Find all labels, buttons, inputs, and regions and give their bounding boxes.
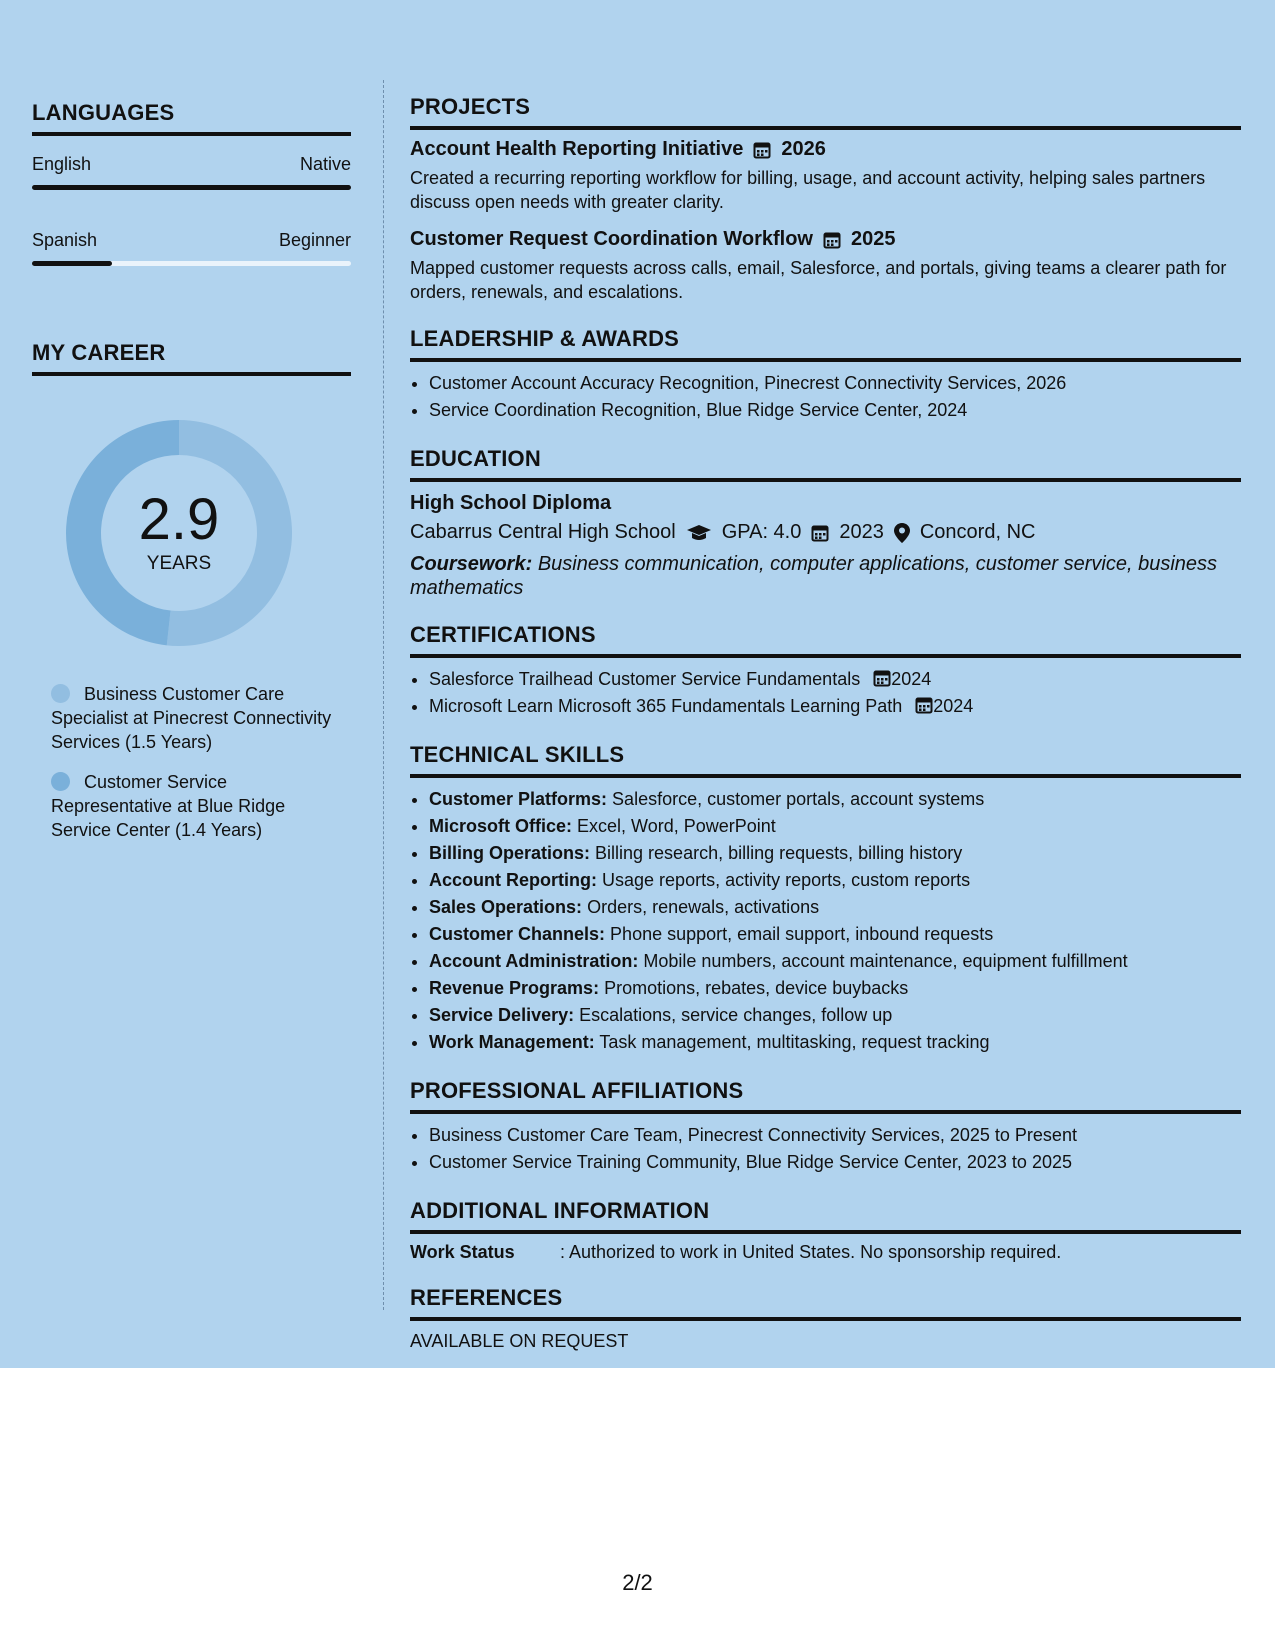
graduation-cap-icon [686, 524, 712, 542]
projects-list [410, 138, 1241, 304]
legend-dot [51, 684, 70, 703]
skill-item [429, 867, 1241, 894]
project-item [410, 138, 1241, 214]
skill-label: Sales Operations: [429, 897, 583, 917]
language-proficiency-fill [32, 185, 351, 190]
skill-value: Excel, Word, PowerPoint [577, 816, 776, 836]
skill-value: Escalations, service changes, follow up [579, 1005, 893, 1025]
career-role-label: Business Customer Care Specialist at Pinecrest Connectivity Services (1.5 Years) [51, 684, 332, 752]
education-degree: High School Diploma [410, 492, 612, 514]
education-location: Concord, NC [919, 521, 1036, 543]
award-item: • Service Coordination Recognition, Blue Ridge Service Center, 2024 [429, 397, 1241, 424]
award-item: • Customer Account Accuracy Recognition, Pinecrest Connectivity Services, 2026 [429, 370, 1241, 397]
projects-title: PROJECTS [410, 94, 1241, 130]
skill-item [429, 1002, 1241, 1029]
legend-dot [51, 772, 70, 791]
skill-value: Billing research, billing requests, billing history [595, 843, 963, 863]
work-status-label: Work Status [410, 1242, 515, 1262]
skill-label: Billing Operations: [429, 843, 591, 863]
references-section [410, 1285, 1241, 1352]
skill-item [429, 948, 1241, 975]
coursework-text: Business communication, computer applications, customer service, business mathematics [410, 553, 1218, 599]
career-role-label: Customer Service Representative at Blue Ridge Service Center (1.4 Years) [51, 772, 286, 840]
skill-label: Account Administration: [429, 951, 639, 971]
certifications-list [410, 666, 1241, 720]
certification-year: 2024 [933, 696, 974, 716]
project-year: 2026 [781, 138, 826, 160]
skill-value: Mobile numbers, account maintenance, equipment fulfillment [643, 951, 1128, 971]
language-proficiency-bar [32, 261, 351, 266]
calendar-icon [873, 669, 891, 687]
skill-item [429, 786, 1241, 813]
certification-item [429, 666, 1241, 693]
skill-label: Customer Platforms: [429, 789, 608, 809]
affiliations-list [410, 1122, 1241, 1176]
skill-label: Customer Channels: [429, 924, 606, 944]
work-status-row [410, 1242, 1241, 1263]
skill-value: Phone support, email support, inbound requests [610, 924, 994, 944]
calendar-icon [823, 231, 841, 249]
languages-title: LANGUAGES [32, 100, 351, 136]
calendar-icon [753, 141, 771, 159]
career-legend-item [51, 770, 341, 842]
location-pin-icon [894, 523, 910, 543]
left-column [32, 100, 351, 858]
certifications-title: CERTIFICATIONS [410, 622, 1241, 658]
donut-center [64, 418, 294, 648]
language-item [32, 230, 351, 266]
projects-section [410, 94, 1241, 304]
references-title: REFERENCES [410, 1285, 1241, 1321]
column-divider [383, 80, 384, 1310]
page-number: 2/2 [622, 1570, 653, 1595]
language-proficiency-fill [32, 261, 112, 266]
project-description: Mapped customer requests across calls, email, Salesforce, and portals, giving teams a clearer path for orders, renewals, and escalations. [410, 258, 1227, 302]
additional-title: ADDITIONAL INFORMATION [410, 1198, 1241, 1234]
skill-label: Microsoft Office: [429, 816, 573, 836]
skill-item [429, 840, 1241, 867]
education-title: EDUCATION [410, 446, 1241, 482]
education-section [410, 446, 1241, 600]
certification-name: Salesforce Trailhead Customer Service Fundamentals [429, 669, 861, 689]
coursework-label: Coursework: [410, 553, 533, 575]
language-proficiency-bar [32, 185, 351, 190]
skill-label: Service Delivery: [429, 1005, 575, 1025]
certification-item [429, 693, 1241, 720]
skill-label: Revenue Programs: [429, 978, 600, 998]
affiliations-title: PROFESSIONAL AFFILIATIONS [410, 1078, 1241, 1114]
career-legend [32, 682, 341, 842]
skill-value: Task management, multitasking, request tracking [599, 1032, 990, 1052]
education-school: Cabarrus Central High School [410, 521, 676, 543]
languages-list [32, 154, 351, 266]
education-year: 2023 [839, 521, 884, 543]
calendar-icon [915, 696, 933, 714]
career-years-unit: YEARS [146, 553, 212, 574]
skill-item [429, 1029, 1241, 1056]
education-details [410, 521, 1241, 544]
affiliation-item: • Business Customer Care Team, Pinecrest Connectivity Services, 2025 to Present [429, 1122, 1241, 1149]
skill-item [429, 813, 1241, 840]
certification-name: Microsoft Learn Microsoft 365 Fundamentals Learning Path [429, 696, 903, 716]
skill-value: Salesforce, customer portals, account systems [612, 789, 985, 809]
project-name: Customer Request Coordination Workflow [410, 228, 813, 250]
awards-list [410, 370, 1241, 424]
awards-title: LEADERSHIP & AWARDS [410, 326, 1241, 362]
language-name: English [32, 154, 92, 174]
skill-item [429, 921, 1241, 948]
language-name: Spanish [32, 230, 98, 250]
language-item [32, 154, 351, 190]
language-level: Native [299, 154, 351, 174]
career-title: MY CAREER [32, 340, 351, 376]
project-item [410, 228, 1241, 304]
awards-section [410, 326, 1241, 424]
skills-list [410, 786, 1241, 1056]
skills-section [410, 742, 1241, 1056]
skills-title: TECHNICAL SKILLS [410, 742, 1241, 778]
affiliations-section [410, 1078, 1241, 1176]
project-description: Created a recurring reporting workflow for billing, usage, and account activity, helping sales partners discuss open needs with greater clarity. [410, 168, 1206, 212]
skill-label: Account Reporting: [429, 870, 597, 890]
project-name: Account Health Reporting Initiative [410, 138, 744, 160]
skill-label: Work Management: [429, 1032, 595, 1052]
skill-item [429, 975, 1241, 1002]
skill-value: Promotions, rebates, device buybacks [604, 978, 909, 998]
certifications-section [410, 622, 1241, 720]
career-total-years: 2.9 [138, 487, 220, 552]
additional-section [410, 1198, 1241, 1263]
career-legend-item [51, 682, 341, 754]
skill-value: Orders, renewals, activations [587, 897, 820, 917]
affiliation-item: • Customer Service Training Community, Blue Ridge Service Center, 2023 to 2025 [429, 1149, 1241, 1176]
calendar-icon [811, 524, 829, 542]
education-coursework [410, 552, 1241, 600]
career-donut-chart [64, 418, 294, 648]
language-level: Beginner [278, 230, 351, 250]
project-year: 2025 [850, 228, 896, 250]
right-column [410, 94, 1241, 1374]
skill-value: Usage reports, activity reports, custom reports [602, 870, 971, 890]
references-text: AVAILABLE ON REQUEST [410, 1331, 629, 1351]
skill-item [429, 894, 1241, 921]
education-gpa: GPA: 4.0 [721, 521, 802, 543]
certification-year: 2024 [891, 669, 932, 689]
work-status-value: : Authorized to work in United States. No sponsorship required. [560, 1242, 1062, 1262]
